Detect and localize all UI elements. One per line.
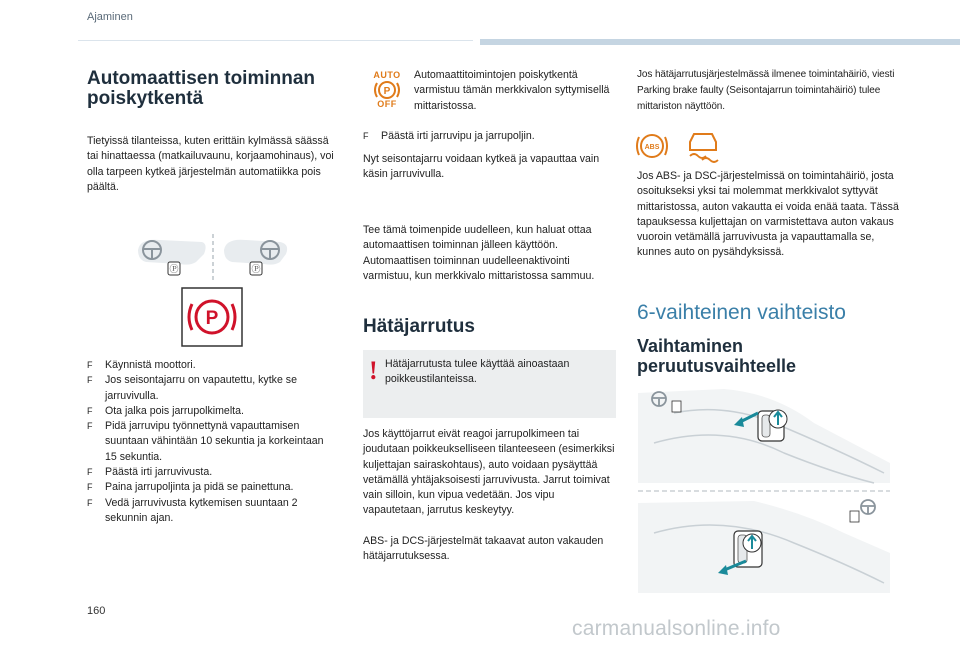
list-item: F Jos seisontajarru on vapautettu, kytke se jarruvivulla. (87, 374, 297, 402)
reverse-gear-illustration (634, 383, 894, 593)
section-title: Ajaminen (87, 11, 133, 23)
svg-text:Ⓟ: Ⓟ (169, 265, 179, 275)
heading-emergency-braking: Hätäjarrutus (363, 316, 475, 337)
list-item: F Pidä jarruvipu työnnettynä vapauttamisen suuntaan vähintään 10 sekuntia ja korkeintaan 15 sekuntia. (87, 420, 324, 463)
list-item: F Päästä irti jarruvivusta. (87, 466, 213, 479)
dsc-skid-icon (690, 134, 718, 162)
abs-fault-text: Jos ABS- ja DSC-järjestelmissä on toimintahäiriö, josta osoitukseksi yksi tai molemmat merkkivalot syttyvät mittaristossa, auton vakautta ei voida enää taata. Tässä tapauksessa kuljettajan on varmistettava auton vakaus vuoroin vetämällä jarruvivusta ja vapauttamalla se, kunnes auto on pysähdyksissä. (637, 170, 899, 259)
abs-dcs-text: ABS- ja DCS-järjestelmät takaavat auton vakauden hätäjarrutuksessa. (363, 535, 604, 563)
list-item: F Paina jarrupoljinta ja pidä se painettuna. (87, 481, 294, 494)
release-step (363, 129, 613, 144)
auto-off-icon: AUTO P OFF (373, 70, 401, 109)
abs-icon (637, 135, 667, 157)
intro-paragraph: Tietyissä tilanteissa, kuten erittäin kylmässä säässä tai hinattaessa (matkailuvaunu, korjaamohinaus), voi olla tarpeen kytkeä järjestelmän automatiikka pois päältä. (87, 135, 334, 193)
header-bar (480, 39, 960, 45)
header-divider (78, 40, 473, 41)
steps-list (87, 358, 337, 526)
fault-text: Jos hätäjarrutusjärjestelmässä ilmenee toimintahäiriö, viesti Parking brake faulty (Seisontajarrun toimintahäiriö) tulee mittariston näyttöön. (637, 69, 895, 112)
auto-off-text: Automaattitoimintojen poiskytkentä varmistuu tämän merkkivalon syttymisellä mittaristossa. (414, 69, 610, 112)
svg-text:P: P (383, 86, 391, 97)
abs-dsc-warning-icons (632, 126, 732, 166)
emergency-text: Jos käyttöjarrut eivät reagoi jarrupolkimeen tai joudutaan poikkeukselliseen tilanteeseen (esimerkiksi kuljettajan sairaskohtaus), auto voidaan pysäyttää vetämällä yhtäjaksoisesti jarruvivusta. Jarrut toimivat vain silloin, kun vipua vedetään. Jos vipu vapautetaan, jarrutus keskeytyy. (363, 428, 615, 517)
svg-text:ABS: ABS (644, 144, 660, 151)
parking-brake-illustration (130, 228, 300, 348)
reverse-gear-heading: Vaihtaminen peruutusvaihteelle (637, 336, 797, 376)
list-item: F Vedä jarruvivusta kytkemisen suuntaan 2 sekunnin ajan. (87, 496, 298, 524)
parking-brake-warning-icon (182, 288, 242, 346)
svg-text:P: P (205, 308, 219, 329)
warning-box (363, 350, 616, 418)
warning-icon: ! (369, 356, 378, 385)
list-item: F Käynnistä moottori. (87, 359, 196, 371)
repeat-text: Tee tämä toimenpide uudelleen, kun haluat ottaa automaattisen toiminnan jälleen käyttöön. Automaattisen toiminnan uudelleenaktivointi varmistuu, kun merkkivalo mittaristossa sammuu. (363, 224, 595, 282)
gearbox-heading: 6-vaihteinen vaihteisto (637, 301, 846, 324)
list-item: F Päästä irti jarruvipu ja jarrupoljin. (363, 130, 535, 142)
page-number: 160 (87, 605, 106, 617)
svg-text:Ⓟ: Ⓟ (251, 265, 261, 275)
manual-text: Nyt seisontajarru voidaan kytkeä ja vapauttaa vain käsin jarruvivulla. (363, 153, 600, 181)
heading-auto-disable: Automaattisen toiminnan poiskytkentä (87, 68, 316, 109)
watermark: carmanualsonline.info (572, 617, 781, 640)
warning-text: Hätäjarrutusta tulee käyttää ainoastaan poikkeustilanteissa. (385, 358, 570, 386)
list-item: F Ota jalka pois jarrupolkimelta. (87, 404, 244, 417)
steering-wheel-icon (861, 500, 875, 514)
